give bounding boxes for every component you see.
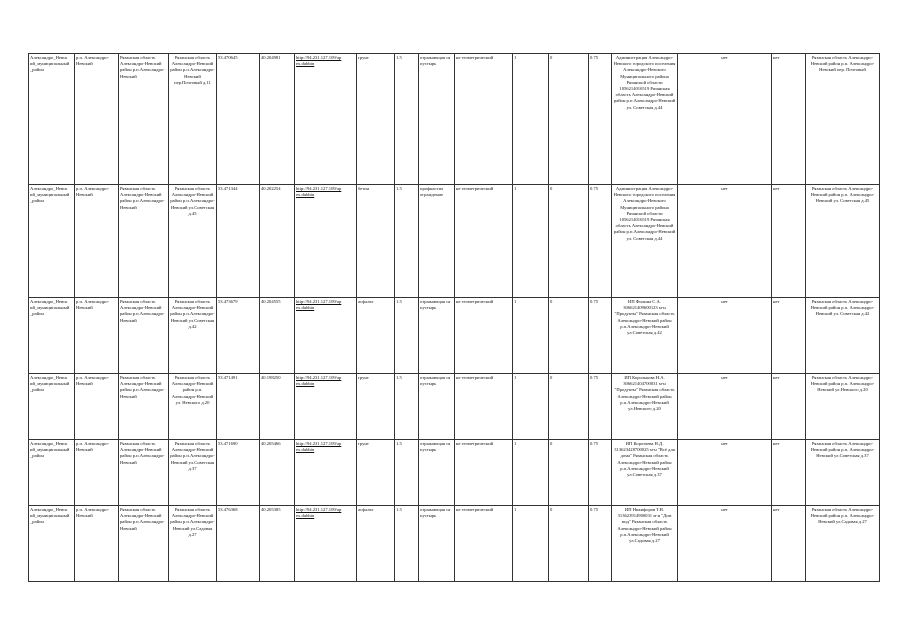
longitude-cell: 40.205466 (260, 440, 295, 506)
table-row (29, 374, 880, 440)
full-address-cell: Рязанская область Александро-Невский район р.п.Александро-Невский ул.Садовая д.27 (169, 506, 217, 582)
mark-cell-2: нет (772, 54, 806, 185)
volume-cell: 0.75 (589, 298, 612, 374)
waste-sites-table (28, 53, 880, 582)
mark-cell-2: нет (772, 506, 806, 582)
address-cell: Рязанская область Александро-Невский район р.п.Александро-Невский (119, 298, 169, 374)
settlement-cell: р.п. Александро-Невский (75, 54, 119, 185)
district-cell: Александро_Невск ий_муниципальный _район (29, 185, 75, 298)
volume-cell: 0.75 (589, 374, 612, 440)
count-cell: 1 (513, 54, 549, 185)
map-link-cell (295, 506, 357, 582)
surface-cell: бетон (357, 185, 395, 298)
longitude-cell: 40.205385 (260, 506, 295, 582)
map-link[interactable]: http://94.231.127.109/ap ex.dubbin (296, 441, 342, 453)
surface-cell: асфальт (357, 298, 395, 374)
owner-cell: ИП Филина С.А. 306621409600123 м-н "Продукты" Рязанская область Александро-Невский район р.п.Александро-Невский ул.Советская д.42 (612, 298, 678, 374)
volume-cell: 0.75 (589, 506, 612, 582)
count-cell-2: 0 (549, 440, 589, 506)
area-cell: 1.5 (395, 506, 419, 582)
source-cell: Рязанская область Александро-Невский район р.п. Александро-Невский ул.Советская д.37 (806, 440, 880, 506)
type-cell: не геометрический (455, 54, 513, 185)
type-cell: не геометрический (455, 374, 513, 440)
latitude-cell: 53.476368 (217, 506, 260, 582)
longitude-cell: 40.204555 (260, 298, 295, 374)
count-cell-2: 0 (549, 185, 589, 298)
volume-cell: 0.75 (589, 54, 612, 185)
source-cell: Рязанская область Александро-Невский район р.п. Александро-Невский ул. Советская д.45 (806, 185, 880, 298)
fence-cell: профнастил ограждение (419, 185, 455, 298)
district-cell: Александро_Невск ий_муниципальный _район (29, 374, 75, 440)
full-address-cell: Рязанская область Александро-Невский район р.п.Александро-Невский ул.Советская д.45 (169, 185, 217, 298)
fence-cell: отражающая ся пустырь (419, 374, 455, 440)
table-row (29, 440, 880, 506)
longitude-cell: 40.198250 (260, 374, 295, 440)
table-row (29, 54, 880, 185)
mark-cell-2: нет (772, 185, 806, 298)
type-cell: не геометрический (455, 506, 513, 582)
map-link-cell (295, 440, 357, 506)
owner-cell: ИП Никифоров Т.В. 313623914900031 м-н "Дом мод" Рязанская область Александро-Невский район р.п.Александро-Невский ул.Садовая д.27 (612, 506, 678, 582)
full-address-cell: Рязанская область Александро-Невский район р.п.Александро-Невский ул.Советская д.42 (169, 298, 217, 374)
count-cell: 1 (513, 440, 549, 506)
fence-cell: отражающая ся пустырь (419, 298, 455, 374)
source-cell: Рязанская область Александро-Невский район р.п. Александро-Невский пер. Почтовый (806, 54, 880, 185)
count-cell: 1 (513, 298, 549, 374)
type-cell: не геометрический (455, 298, 513, 374)
count-cell-2: 0 (549, 506, 589, 582)
mark-cell: нет (678, 185, 772, 298)
area-cell: 1.5 (395, 298, 419, 374)
owner-cell: Администрация Александро-Невского городского поселения Александро-Невского Муниципального района Рязанской области 1056214016519 Рязанская область Александро-Невский район р.п.Александро-Невский ул. Советская д.44 (612, 185, 678, 298)
map-link-cell (295, 298, 357, 374)
fence-cell: отражающая ся пустырь (419, 54, 455, 185)
latitude-cell: 53.471690 (217, 440, 260, 506)
map-link-cell (295, 185, 357, 298)
area-cell: 1.5 (395, 185, 419, 298)
table-row (29, 298, 880, 374)
address-cell: Рязанская область Александро-Невский район р.п.Александро-Невский (119, 54, 169, 185)
district-cell: Александро_Невск ий_муниципальный _район (29, 54, 75, 185)
latitude-cell: 53.471491 (217, 374, 260, 440)
settlement-cell: р.п. Александро-Невский (75, 185, 119, 298)
fence-cell: отражающая ся пустырь (419, 440, 455, 506)
volume-cell: 0.75 (589, 440, 612, 506)
settlement-cell: р.п. Александро-Невский (75, 440, 119, 506)
district-cell: Александро_Невск ий_муниципальный _район (29, 298, 75, 374)
address-cell: Рязанская область Александро-Невский район р.п.Александро-Невский (119, 374, 169, 440)
fence-cell: отражающая ся пустырь (419, 506, 455, 582)
count-cell: 1 (513, 374, 549, 440)
surface-cell: грунт (357, 440, 395, 506)
map-link[interactable]: http://94.231.127.109/ap ex.dubbin (296, 507, 342, 519)
full-address-cell: Рязанская область Александро-Невский район р.п.Александро-Невский пер.Почтовый д.11 (169, 54, 217, 185)
surface-cell: грунт (357, 374, 395, 440)
count-cell: 1 (513, 185, 549, 298)
count-cell-2: 0 (549, 298, 589, 374)
map-link-cell (295, 54, 357, 185)
table-row (29, 506, 880, 582)
count-cell: 1 (513, 506, 549, 582)
source-cell: Рязанская область Александро-Невский район р.п. Александро-Невский ул. Советская д.42 (806, 298, 880, 374)
owner-cell: Администрация Александро-Невского городского поселения Александро-Невского Муниципального района Рязанской области 1056214016519 Рязанская область Александро-Невский район р.п.Александро-Невский ул. Советская д.44 (612, 54, 678, 185)
district-cell: Александро_Невск ий_муниципальный _район (29, 440, 75, 506)
address-cell: Рязанская область Александро-Невский район р.п.Александро-Невский (119, 440, 169, 506)
count-cell-2: 0 (549, 54, 589, 185)
map-link[interactable]: http://94.231.127.109/ap ex.dubbin (296, 186, 342, 198)
source-cell: Рязанская область Александро-Невский район р.п. Александро-Невский ул.Садовая д.27 (806, 506, 880, 582)
latitude-cell: 53.470645 (217, 54, 260, 185)
owner-cell: ИП Коротаева Н.Д. 313623428700025 м-н "Всё для дома" Рязанская область Александро-Невский район р.п.Александро-Невский ул.Советская д.37 (612, 440, 678, 506)
mark-cell-2: нет (772, 374, 806, 440)
type-cell: не геометрический (455, 440, 513, 506)
owner-cell: ИП Королькова Н.А. 306621404700031 м-н "Продукты" Рязанская область Александро-Невский район р.п.Александро-Невский ул.Невского д.20 (612, 374, 678, 440)
mark-cell: нет (678, 54, 772, 185)
mark-cell-2: нет (772, 298, 806, 374)
area-cell: 1.5 (395, 374, 419, 440)
settlement-cell: р.п. Александро-Невский (75, 506, 119, 582)
area-cell: 1.5 (395, 54, 419, 185)
area-cell: 1.5 (395, 440, 419, 506)
mark-cell: нет (678, 506, 772, 582)
surface-cell: грунт (357, 54, 395, 185)
volume-cell: 0.75 (589, 185, 612, 298)
mark-cell: нет (678, 374, 772, 440)
table-row (29, 185, 880, 298)
full-address-cell: Рязанская область Александро-Невский район р.п.Александро-Невский ул.Советская д.37 (169, 440, 217, 506)
longitude-cell: 40.202254 (260, 185, 295, 298)
address-cell: Рязанская область Александро-Невский район р.п.Александро-Невский (119, 506, 169, 582)
mark-cell-2: нет (772, 440, 806, 506)
address-cell: Рязанская область Александро-Невский район р.п.Александро-Невский (119, 185, 169, 298)
settlement-cell: р.п. Александро-Невский (75, 298, 119, 374)
type-cell: не геометрический (455, 185, 513, 298)
mark-cell: нет (678, 298, 772, 374)
district-cell: Александро_Невск ий_муниципальный _район (29, 506, 75, 582)
surface-cell: асфальт (357, 506, 395, 582)
map-link[interactable]: http://94.231.127.109/ap ex.dubbin (296, 299, 342, 311)
latitude-cell: 53.471344 (217, 185, 260, 298)
map-link[interactable]: http://94.231.127.109/ap ex.dubbin (296, 375, 342, 387)
latitude-cell: 53.473679 (217, 298, 260, 374)
map-link-cell (295, 374, 357, 440)
full-address-cell: Рязанская область Александро-Невский район р.п. Александро-Невский ул. Невского д.20 (169, 374, 217, 440)
map-link[interactable]: http://94.231.127.109/ap ex.dubbin (296, 55, 342, 67)
source-cell: Рязанская область Александро-Невский район р.п. Александро-Невский ул.Невского д.20 (806, 374, 880, 440)
longitude-cell: 40.204981 (260, 54, 295, 185)
count-cell-2: 0 (549, 374, 589, 440)
mark-cell: нет (678, 440, 772, 506)
settlement-cell: р.п. Александро-Невский (75, 374, 119, 440)
